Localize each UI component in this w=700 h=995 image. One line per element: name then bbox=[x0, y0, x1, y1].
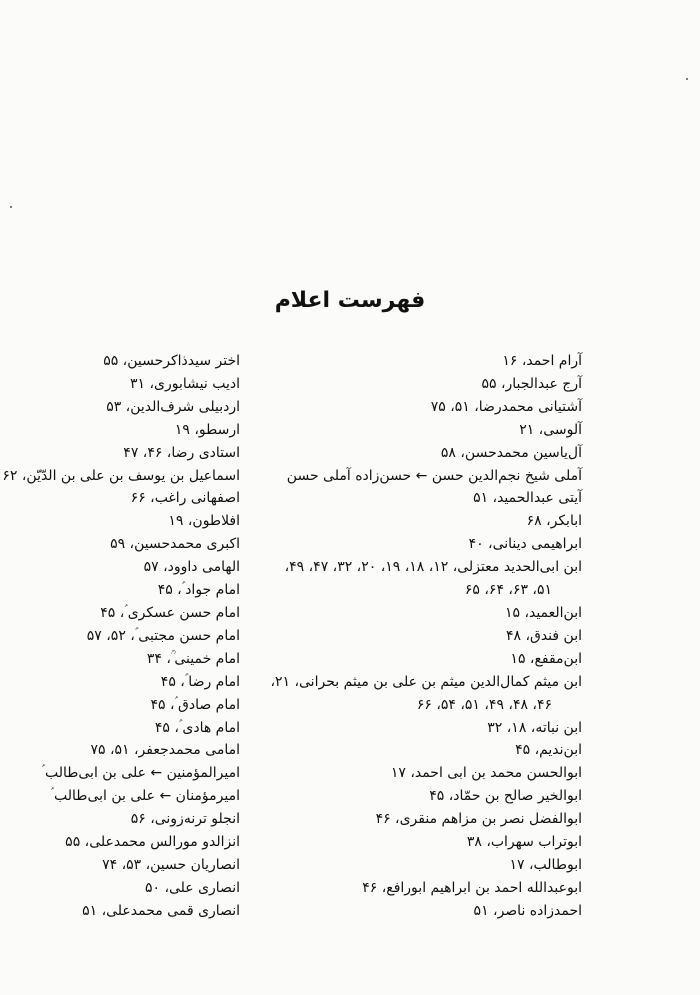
index-entry-continuation: ۴۶، ۴۸، ۴۹، ۵۱، ۵۴، ۶۶ bbox=[416, 696, 552, 713]
index-entry: آملی شیخ نجم‌الدین حسن ← حسن‌زاده آملی حسن bbox=[286, 467, 582, 484]
index-entry: ابن‌ندیم، ۴۵ bbox=[515, 742, 582, 759]
index-entry: امام حسن عسکری ؑ، ۴۵ bbox=[100, 604, 240, 621]
index-entry: امیرالمؤمنین ← علی بن ابی‌طالب ؑ bbox=[41, 765, 240, 782]
index-entry: اسماعیل بن یوسف بن علی بن الدّیّن، ۶۲ bbox=[2, 467, 240, 484]
index-entry: ابوطالب، ۱۷ bbox=[509, 856, 582, 873]
index-entry: امیرمؤمنان ← علی بن ابی‌طالب ؑ bbox=[50, 788, 240, 805]
index-entry: ابن میثم کمال‌الدین میثم بن علی بن میثم بحرانی، ۲۱، bbox=[270, 673, 582, 690]
index-entry: ابن‌العمید، ۱۵ bbox=[504, 604, 582, 621]
index-entry: اردبیلی شرف‌الدین، ۵۳ bbox=[106, 398, 240, 415]
index-entry: امام حسن مجتبی ؑ، ۵۲، ۵۷ bbox=[86, 627, 240, 644]
index-entry: آیتی عبدالحمید، ۵۱ bbox=[473, 490, 582, 507]
index-entry: انجلو ترنه‌زونی، ۵۶ bbox=[130, 811, 240, 828]
index-entry-continuation: ۵۱، ۶۳، ۶۴، ۶۵ bbox=[464, 582, 552, 599]
index-entry: افلاطون، ۱۹ bbox=[168, 513, 240, 530]
index-entry: آلوسی، ۲۱ bbox=[519, 421, 582, 438]
index-entry: ابن ابی‌الحدید معتزلی، ۱۲، ۱۸، ۱۹، ۲۰، ۳۲، ۴۷، ۴۹، bbox=[284, 559, 582, 576]
index-entry: آل‌یاسین محمدحسن، ۵۸ bbox=[440, 444, 582, 461]
index-entry: ابن‌مقفع، ۱۵ bbox=[510, 650, 582, 667]
index-entry: ابوالفضل نصر بن مزاهم منقری، ۴۶ bbox=[375, 811, 582, 828]
index-entry: ابابکر، ۶۸ bbox=[526, 513, 582, 530]
index-entry: اکبری محمدحسین، ۵۹ bbox=[110, 536, 240, 553]
index-entry: امام هادی ؑ، ۴۵ bbox=[154, 719, 240, 736]
index-entry: ابوالحسن محمد بن ابی احمد، ۱۷ bbox=[390, 765, 582, 782]
index-entry: انصاری علی، ۵۰ bbox=[144, 879, 240, 896]
index-entry: امام خمینی ؒ، ۳۴ bbox=[146, 650, 240, 667]
index-column-right bbox=[270, 350, 582, 923]
index-entry: ابوتراب سهراب، ۳۸ bbox=[466, 834, 582, 851]
index-entry: انزالدو مورالس محمدعلی، ۵۵ bbox=[65, 834, 240, 851]
index-entry: امام صادق ؑ، ۴۵ bbox=[150, 696, 240, 713]
index-entry: آشتیانی محمدرضا، ۵۱، ۷۵ bbox=[430, 398, 582, 415]
index-entry: ابن نباته، ۱۸، ۳۲ bbox=[487, 719, 582, 736]
scan-speck bbox=[686, 78, 688, 80]
index-entry: ارسطو، ۱۹ bbox=[174, 421, 240, 438]
scan-speck bbox=[10, 206, 12, 208]
index-entry: انصاریان حسین، ۵۳، ۷۴ bbox=[102, 856, 240, 873]
index-entry: ابوالخیر صالح بن حمّاد، ۴۵ bbox=[429, 788, 582, 805]
index-entry: اختر سیدذاکرحسین، ۵۵ bbox=[103, 353, 240, 369]
index-column-left bbox=[2, 350, 240, 923]
index-entry: امامی محمدجعفر، ۵۱، ۷۵ bbox=[90, 742, 240, 759]
index-entry: امام رضا ؑ، ۴۵ bbox=[160, 673, 240, 690]
index-entry: ابراهیمی دینانی، ۴۰ bbox=[468, 536, 582, 553]
index-entry: احمدزاده ناصر، ۵۱ bbox=[473, 902, 582, 919]
page-title: فهرست اعلام bbox=[274, 288, 426, 313]
index-entry: الهامی داوود، ۵۷ bbox=[143, 559, 240, 576]
index-entry: اصفهانی راغب، ۶۶ bbox=[130, 490, 240, 507]
index-entry: استادی رضا، ۴۶، ۴۷ bbox=[123, 444, 240, 461]
index-entry: ابن فندق، ۴۸ bbox=[505, 627, 582, 644]
index-entry: ادیب نیشابوری، ۳۱ bbox=[130, 375, 240, 392]
index-entry: آرج عبدالجبار، ۵۵ bbox=[481, 375, 582, 392]
index-entry: امام جواد ؑ، ۴۵ bbox=[157, 582, 240, 599]
index-entry: انصاری قمی محمدعلی، ۵۱ bbox=[82, 902, 240, 919]
index-entry: ابوعبدالله احمد بن ابراهیم ابورافع، ۴۶ bbox=[362, 879, 582, 896]
index-entry: آرام احمد، ۱۶ bbox=[502, 353, 582, 369]
